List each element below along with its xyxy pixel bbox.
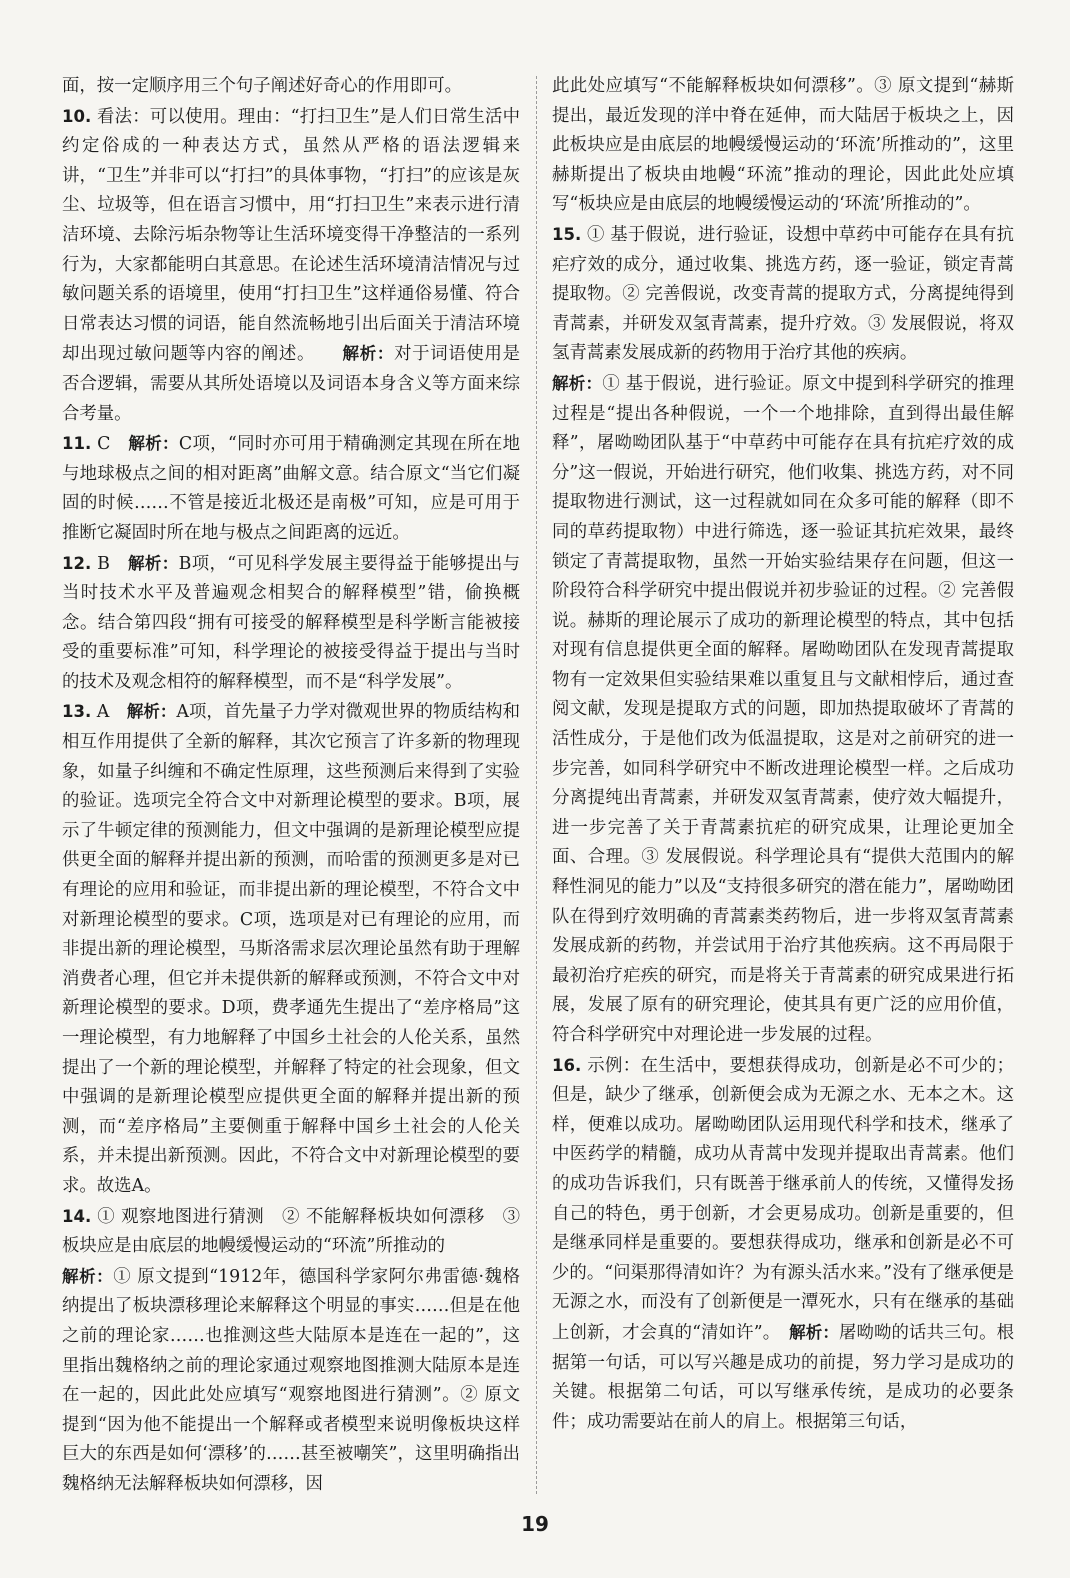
question-number: 12. (62, 553, 92, 573)
analysis-text: C项，“同时亦可用于精确测定其现在所在地与地球极点之间的相对距离”曲解文意。结合原文“当它们凝固的时候……不管是接近北极还是南极”可知，应是可用于推断它凝固时所在地与极点之间距离的远近。 (62, 434, 520, 543)
answer-text: 示例：在生活中，要想获得成功，创新是必不可少的；但是，缺少了继承，创新便会成为无源之水、无本之木。这样，便难以成功。屠呦呦团队运用现代科学和技术，继承了中医药学的精髓，成功从青蒿中发现并提取出青蒿素。他们的成功告诉我们，只有既善于继承前人的传统，又懂得发扬自己的特色，勇于创新，才会更易成功。创新是重要的，但是继承同样是重要的。要想获得成功，继承和创新是必不可少的。“问渠那得清如许？为有源头活水来。”没有了继承便是无源之水，而没有了创新便是一潭死水，只有在继承的基础上创新，才会真的“清如许”。 (552, 1055, 1014, 1343)
paragraph-continuation (62, 72, 520, 102)
question-number: 15. (552, 224, 582, 244)
paragraph-text: 面，按一定顺序用三个句子阐述好奇心的作用即可。 (62, 76, 462, 96)
analysis-label: 解析： (128, 553, 179, 573)
column-divider (536, 76, 537, 1494)
left-column (62, 72, 520, 1500)
analysis-text: B项，“可见科学发展主要得益于能够提出与当时技术水平及普遍观念相契合的解释模型”错，偷换概念。结合第四段“拥有可接受的解释模型是科学断言能被接受的重要标准”可知，科学理论的被接受得益于提出与当时的技术及观念相符的解释模型，而不是“科学发展”。 (62, 553, 520, 692)
answer-16 (552, 1051, 1014, 1438)
analysis-label: 解析： (126, 702, 177, 722)
analysis-text: ① 原文提到“1912年，德国科学家阿尔弗雷德·魏格纳提出了板块漂移理论来解释这个明显的事实……但是在他之前的理论家……也推测这些大陆原本是连在一起的”，这里指出魏格纳之前的理论家通过观察地图推测大陆原本是连在一起的，因此此处应填写“观察地图进行猜测”。② 原文提到“因为他不能提出一个解释或者模型来说明像板块这样巨大的东西是如何‘漂移’的……甚至被嘲笑”，这里明确指出魏格纳无法解释板块如何漂移，因 (62, 1266, 520, 1494)
answer-11 (62, 429, 520, 548)
right-column (552, 72, 1014, 1437)
analysis-text: A项，首先量子力学对微观世界的物质结构和相互作用提供了全新的解释，其次它预言了许多新的物理现象，如量子纠缠和不确定性原理，这些预测后来得到了实验的验证。选项完全符合文中对新理论模型的要求。B项，展示了牛顿定律的预测能力，但文中强调的是新理论模型应提供更全面的解释并提出新的预测，而哈雷的预测更多是对已有理论的应用和验证，而非提出新的理论模型，不符合文中对新理论模型的要求。C项，选项是对已有理论的应用，而非提出新的理论模型，马斯洛需求层次理论虽然有助于理解消费者心理，但它并未提供新的解释或预测，不符合文中对新理论模型的要求。D项，费孝通先生提出了“差序格局”这一理论模型，有力地解释了中国乡土社会的人伦关系，虽然提出了一个新的理论模型，并解释了特定的社会现象，但文中强调的是新理论模型应提供更全面的解释并提出新的预测，而“差序格局”主要侧重于解释中国乡土社会的人伦关系，并未提出新预测。因此，不符合文中对新理论模型的要求。故选A。 (62, 702, 520, 1196)
answer-12 (62, 549, 520, 698)
answer-14 (62, 1202, 520, 1262)
paragraph-text: 此此处应填写“不能解释板块如何漂移”。③ 原文提到“赫斯提出，最近发现的洋中脊在延伸，而大陆居于板块之上，因此板块应是由底层的地幔缓慢运动的‘环流’所推动的”，这里赫斯提出了板块由地幔“环流”推动的理论，因此此处应填写“板块应是由底层的地幔缓慢运动的‘环流’所推动的”。 (552, 76, 1014, 215)
answer-choice: B (97, 553, 110, 574)
answer-10 (62, 102, 520, 430)
question-number: 14. (62, 1206, 92, 1226)
answer-choice: A (96, 702, 110, 723)
analysis-14-continued (552, 72, 1014, 220)
analysis-15 (552, 369, 1014, 1051)
analysis-label: 解析： (128, 434, 179, 454)
analysis-label: 解析： (62, 1266, 114, 1286)
question-number: 11. (62, 434, 92, 454)
page-number: 19 (521, 1512, 549, 1536)
analysis-label: 解析： (552, 373, 603, 393)
question-number: 10. (62, 106, 92, 126)
analysis-label: 解析： (789, 1322, 839, 1342)
question-number: 16. (552, 1055, 582, 1075)
analysis-text: 屠呦呦的话共三句。根据第一句话，可以写兴趣是成功的前提，努力学习是成功的关键。根据第二句话，可以写继承传统，是成功的必要条件；成功需要站在前人的肩上。根据第三句话， (552, 1322, 1014, 1432)
analysis-14 (62, 1262, 520, 1500)
answer-text: 看法：可以使用。理由：“打扫卫生”是人们日常生活中约定俗成的一种表达方式，虽然从严格的语法逻辑来讲，“卫生”并非可以“打扫”的具体事物，“打扫”的应该是灰尘、垃圾等，但在语言习惯中，用“打扫卫生”来表示进行清洁环境、去除污垢杂物等让生活环境变得干净整洁的一系列行为，大家都能明白其意思。在论述生活环境清洁情况与过敏问题关系的语境里，使用“打扫卫生”这样通俗易懂、符合日常表达习惯的词语，能自然流畅地引出后面关于清洁环境却出现过敏问题等内容的阐述。 (62, 106, 520, 365)
answer-text: ① 基于假说，进行验证，设想中草药中可能存在具有抗疟疗效的成分，通过收集、挑选方药，逐一验证，锁定青蒿提取物。② 完善假说，改变青蒿的提取方式，分离提纯得到青蒿素，并研发双氢青蒿素，提升疗效。③ 发展假说，将双氢青蒿素发展成新的药物用于治疗其他的疾病。 (552, 224, 1014, 364)
analysis-label: 解析： (342, 344, 395, 364)
analysis-text: 对于词语使用是否合逻辑，需要从其所处语境以及词语本身含义等方面来综合考量。 (62, 344, 520, 424)
analysis-text: ① 基于假说，进行验证。原文中提到科学研究的推理过程是“提出各种假说，一个一个地排除，直到得出最佳解释”，屠呦呦团队基于“中草药中可能存在具有抗疟疗效的成分”这一假说，开始进行研究，他们收集、挑选方药，对不同提取物进行测试，这一过程就如同在众多可能的解释（即不同的草药提取物）中进行筛选，逐一验证其抗疟效果，最终锁定了青蒿提取物，虽然一开始实验结果存在问题，但这一阶段符合科学研究中提出假说并初步验证的过程。② 完善假说。赫斯的理论展示了成功的新理论模型的特点，其中包括对现有信息提供更全面的解释。屠呦呦团队在发现青蒿提取物有一定效果但实验结果难以重复且与文献相悖后，通过查阅文献，发现是提取方式的问题，即加热提取破坏了青蒿的活性成分，于是他们改为低温提取，这是对之前研究的进一步完善，如同科学研究中不断改进理论模型一样。之后成功分离提纯出青蒿素，并研发双氢青蒿素，使疗效大幅提升，进一步完善了关于青蒿素抗疟的研究成果，让理论更加全面、合理。③ 发展假说。科学理论具有“提供大范围内的解释性洞见的能力”以及“支持很多研究的潜在能力”，屠呦呦团队在得到疗效明确的青蒿素类药物后，进一步将双氢青蒿素发展成新的药物，并尝试用于治疗其他疾病。这不再局限于最初治疗疟疾的研究，而是将关于青蒿素的研究成果进行拓展，发展了原有的研究理论，使其具有更广泛的应用价值，符合科学研究中对理论进一步发展的过程。 (552, 373, 1015, 1045)
question-number: 13. (62, 702, 92, 722)
answer-text: ① 观察地图进行猜测 ② 不能解释板块如何漂移 ③ 板块应是由底层的地幔缓慢运动的“环流”所推动的 (62, 1206, 520, 1257)
answer-15 (552, 220, 1014, 369)
answer-choice: C (97, 434, 111, 455)
answer-13 (62, 697, 520, 1201)
